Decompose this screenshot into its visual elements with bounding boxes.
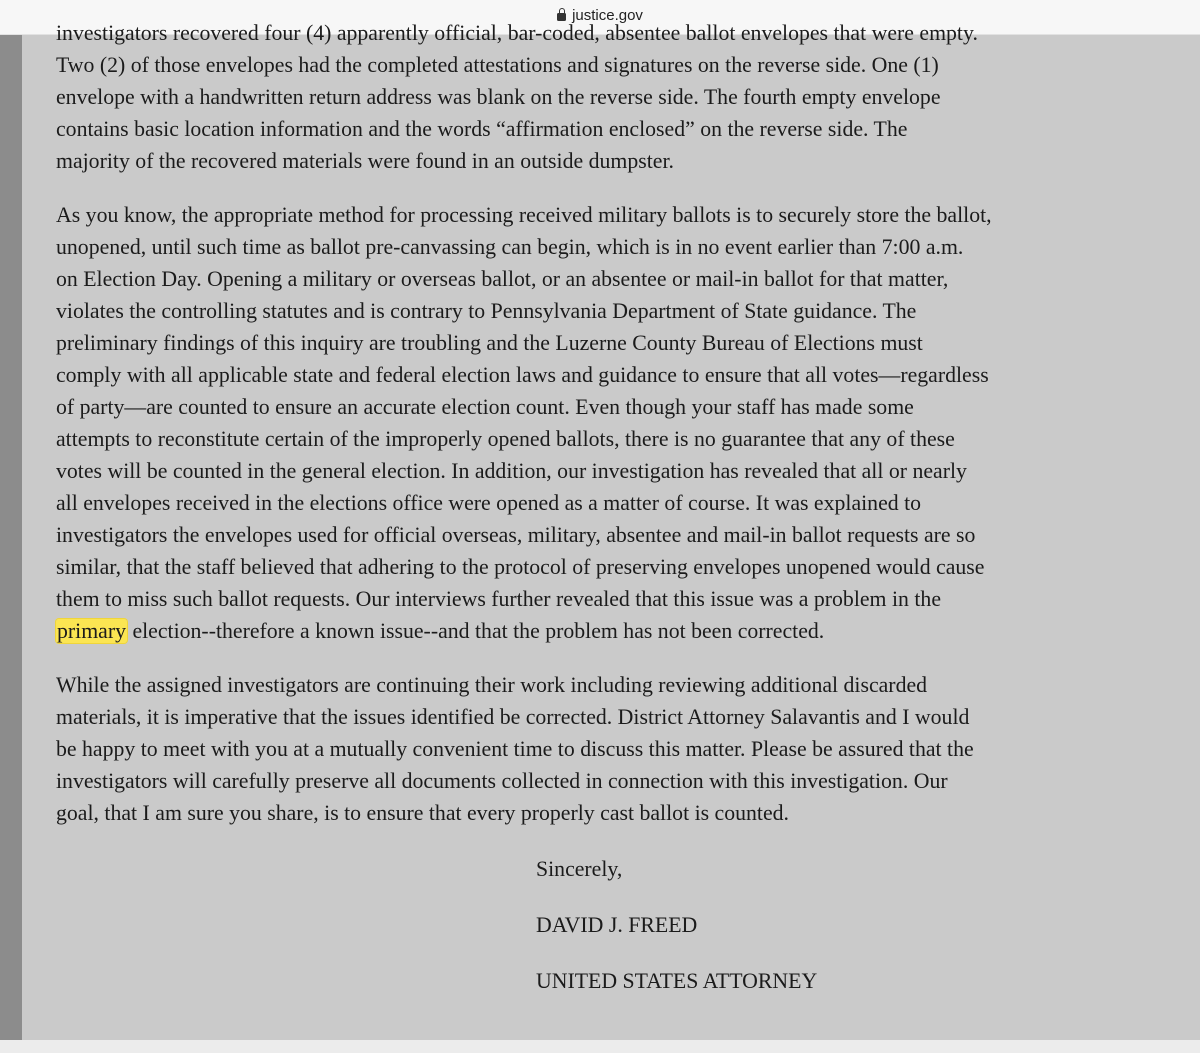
text-line: While the assigned investigators are continuing their work including reviewing additional discarded bbox=[56, 673, 928, 697]
text-line: investigators recovered four (4) apparently official, bar-coded, absentee ballot envelopes that were empty. bbox=[56, 21, 978, 45]
text-line: similar, that the staff believed that adhering to the protocol of preserving envelopes unopened would cause bbox=[56, 555, 985, 579]
document-page bbox=[22, 21, 1200, 1040]
text-line-rest: election--therefore a known issue--and that the problem has not been corrected. bbox=[127, 619, 825, 643]
bottom-toolbar bbox=[0, 1040, 1200, 1053]
text-line: comply with all applicable state and federal election laws and guidance to ensure that all votes—regardless bbox=[56, 363, 989, 387]
paragraph-2 bbox=[56, 199, 1176, 647]
text-line: investigators will carefully preserve all documents collected in connection with this investigation. Our bbox=[56, 769, 948, 793]
url-text: justice.gov bbox=[572, 7, 643, 24]
text-line: all envelopes received in the elections office were opened as a matter of course. It was explained to bbox=[56, 491, 922, 515]
letter-body bbox=[56, 17, 1176, 851]
text-line: unopened, until such time as ballot pre-canvassing can begin, which is in no event earlier than 7:00 a.m. bbox=[56, 235, 964, 259]
text-line: Two (2) of those envelopes had the completed attestations and signatures on the reverse side. One (1) bbox=[56, 53, 939, 77]
signer-title: UNITED STATES ATTORNEY bbox=[536, 969, 818, 993]
text-line: investigators the envelopes used for official overseas, military, absentee and mail-in ballot requests are so bbox=[56, 523, 976, 547]
highlighted-word[interactable]: primary bbox=[57, 619, 126, 643]
sidebar-gutter bbox=[0, 35, 22, 1040]
paragraph-3 bbox=[56, 669, 1176, 829]
text-line: contains basic location information and the words “affirmation enclosed” on the reverse side. The bbox=[56, 117, 908, 141]
text-line: preliminary findings of this inquiry are troubling and the Luzerne County Bureau of Elections must bbox=[56, 331, 923, 355]
text-line: envelope with a handwritten return address was blank on the reverse side. The fourth empty envelope bbox=[56, 85, 941, 109]
text-line: As you know, the appropriate method for processing received military ballots is to securely store the ballot, bbox=[56, 203, 992, 227]
text-line: votes will be counted in the general election. In addition, our investigation has revealed that all or nearly bbox=[56, 459, 967, 483]
text-line: be happy to meet with you at a mutually convenient time to discuss this matter. Please be assured that the bbox=[56, 737, 974, 761]
text-line: materials, it is imperative that the issues identified be corrected. District Attorney Salavantis and I would bbox=[56, 705, 970, 729]
text-line: goal, that I am sure you share, is to ensure that every properly cast ballot is counted. bbox=[56, 801, 790, 825]
text-line: them to miss such ballot requests. Our interviews further revealed that this issue was a problem in the bbox=[56, 587, 941, 611]
signer-name: DAVID J. FREED bbox=[536, 913, 698, 937]
closing-salutation: Sincerely, bbox=[536, 857, 623, 881]
text-line: majority of the recovered materials were found in an outside dumpster. bbox=[56, 149, 674, 173]
text-line: attempts to reconstitute certain of the improperly opened ballots, there is no guarantee that any of these bbox=[56, 427, 955, 451]
text-line: of party—are counted to ensure an accurate election count. Even though your staff has made some bbox=[56, 395, 914, 419]
text-line: violates the controlling statutes and is contrary to Pennsylvania Department of State guidance. The bbox=[56, 299, 917, 323]
paragraph-1 bbox=[56, 17, 1176, 177]
text-line: on Election Day. Opening a military or overseas ballot, or an absentee or mail-in ballot for that matter, bbox=[56, 267, 949, 291]
text-line bbox=[56, 615, 1176, 647]
